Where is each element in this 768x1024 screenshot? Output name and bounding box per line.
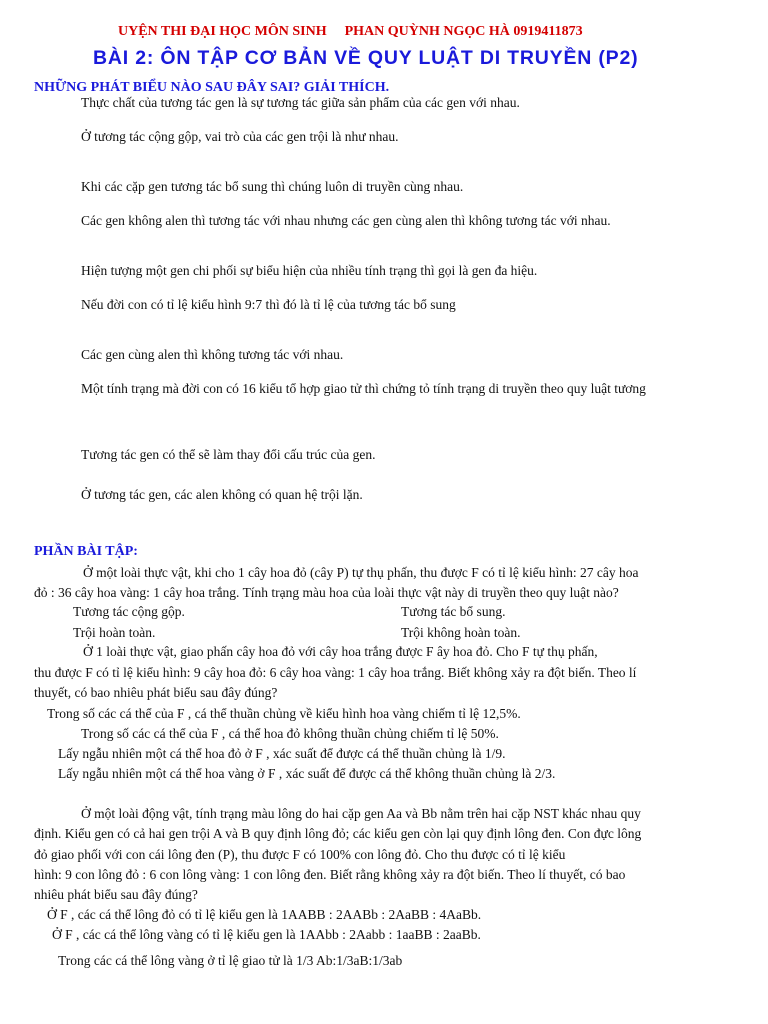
question-2-line-1: Ở 1 loài thực vật, giao phấn cây hoa đỏ với cây hoa trắng được F ây hoa đỏ. Cho F tự thụ phấn, bbox=[83, 644, 598, 659]
question-1-option-c: Trội hoàn toàn. bbox=[73, 625, 156, 640]
question-1-line-2: đỏ : 36 cây hoa vàng: 1 cây hoa trắng. Tính trạng màu hoa của loài thực vật này di truyền theo quy luật nào? bbox=[34, 585, 619, 600]
question-2-statement-4: Lấy ngẫu nhiên một cá thể hoa vàng ở F , xác suất để được cá thể không thuần chủng là 2/3. bbox=[58, 766, 556, 781]
statement-5: Hiện tượng một gen chi phối sự biểu hiện của nhiều tính trạng thì gọi là gen đa hiệu. bbox=[81, 263, 538, 278]
question-2-line-2: thu được F có tỉ lệ kiểu hình: 9 cây hoa đỏ: 6 cây hoa vàng: 1 cây hoa trắng. Biết không xảy ra đột biến. Theo lí bbox=[34, 665, 637, 680]
statement-7: Các gen cùng alen thì không tương tác với nhau. bbox=[81, 347, 344, 362]
question-3-line-2: định. Kiểu gen có cả hai gen trội A và B quy định lông đỏ; các kiểu gen còn lại quy định lông đen. Con đực lông bbox=[34, 826, 642, 841]
question-3-statement-2: Ở F , các cá thể lông vàng có tỉ lệ kiểu gen là 1AAbb : 2Aabb : 1aaBB : 2aaBb. bbox=[52, 927, 481, 942]
statement-1: Thực chất của tương tác gen là sự tương tác giữa sản phẩm của các gen với nhau. bbox=[81, 95, 520, 110]
section-heading: NHỮNG PHÁT BIỂU NÀO SAU ĐÂY SAI? GIẢI THÍCH. bbox=[34, 80, 390, 95]
statement-8: Một tính trạng mà đời con có 16 kiểu tổ hợp giao tử thì chứng tỏ tính trạng di truyền theo quy luật tương bbox=[81, 381, 646, 396]
question-2-line-3: thuyết, có bao nhiêu phát biểu sau đây đúng? bbox=[34, 685, 278, 700]
statement-4: Các gen không alen thì tương tác với nhau nhưng các gen cùng alen thì không tương tác với nhau. bbox=[81, 213, 611, 228]
question-3-line-3: đỏ giao phối với con cái lông đen (P), thu được F có 100% con lông đỏ. Cho thu được có tỉ lệ kiểu bbox=[34, 847, 566, 862]
question-3-line-4: hình: 9 con lông đỏ : 6 con lông vàng: 1 con lông đen. Biết rằng không xảy ra đột biến. Theo lí thuyết, có bao bbox=[34, 867, 626, 882]
question-3-line-1: Ở một loài động vật, tính trạng màu lông do hai cặp gen Aa và Bb nằm trên hai cặp NST khác nhau quy bbox=[81, 806, 641, 821]
statement-2: Ở tương tác cộng gộp, vai trò của các gen trội là như nhau. bbox=[81, 129, 399, 144]
header-author: PHAN QUỲNH NGỌC HÀ 0919411873 bbox=[344, 24, 583, 39]
question-1-option-a: Tương tác cộng gộp. bbox=[73, 604, 185, 619]
question-2-statement-3: Lấy ngẫu nhiên một cá thể hoa đỏ ở F , xác suất để được cá thể thuần chủng là 1/9. bbox=[58, 746, 506, 761]
question-1-option-d: Trội không hoàn toàn. bbox=[401, 625, 521, 640]
statement-6: Nếu đời con có tỉ lệ kiểu hình 9:7 thì đó là tỉ lệ của tương tác bổ sung bbox=[81, 297, 456, 312]
question-2-statement-2: Trong số các cá thể của F , cá thể hoa đỏ không thuần chủng chiếm tỉ lệ 50%. bbox=[81, 726, 499, 741]
page-title: BÀI 2: ÔN TẬP CƠ BẢN VỀ QUY LUẬT DI TRUYỀN (P2) bbox=[93, 47, 639, 69]
question-1-option-b: Tương tác bổ sung. bbox=[401, 604, 506, 619]
statement-9: Tương tác gen có thể sẽ làm thay đổi cấu trúc của gen. bbox=[81, 447, 376, 462]
header-course: UYỆN THI ĐẠI HỌC MÔN SINH bbox=[118, 24, 327, 39]
question-3-statement-3: Trong các cá thể lông vàng ở tỉ lệ giao tử là 1/3 Ab:1/3aB:1/3ab bbox=[58, 953, 403, 968]
question-2-statement-1: Trong số các cá thể của F , cá thể thuần chủng về kiểu hình hoa vàng chiếm tỉ lệ 12,5%. bbox=[47, 706, 521, 721]
statement-10: Ở tương tác gen, các alen không có quan hệ trội lặn. bbox=[81, 487, 363, 502]
question-1-line-1: Ở một loài thực vật, khi cho 1 cây hoa đỏ (cây P) tự thụ phấn, thu được F có tỉ lệ kiểu hình: 27 cây hoa bbox=[83, 565, 639, 580]
question-3-line-5: nhiêu phát biểu sau đây đúng? bbox=[34, 887, 198, 902]
question-3-statement-1: Ở F , các cá thể lông đỏ có tỉ lệ kiểu gen là 1AABB : 2AABb : 2AaBB : 4AaBb. bbox=[47, 907, 482, 922]
exercises-heading: PHẦN BÀI TẬP: bbox=[34, 544, 138, 559]
statement-3: Khi các cặp gen tương tác bổ sung thì chúng luôn di truyền cùng nhau. bbox=[81, 179, 464, 194]
header-line bbox=[118, 24, 583, 40]
